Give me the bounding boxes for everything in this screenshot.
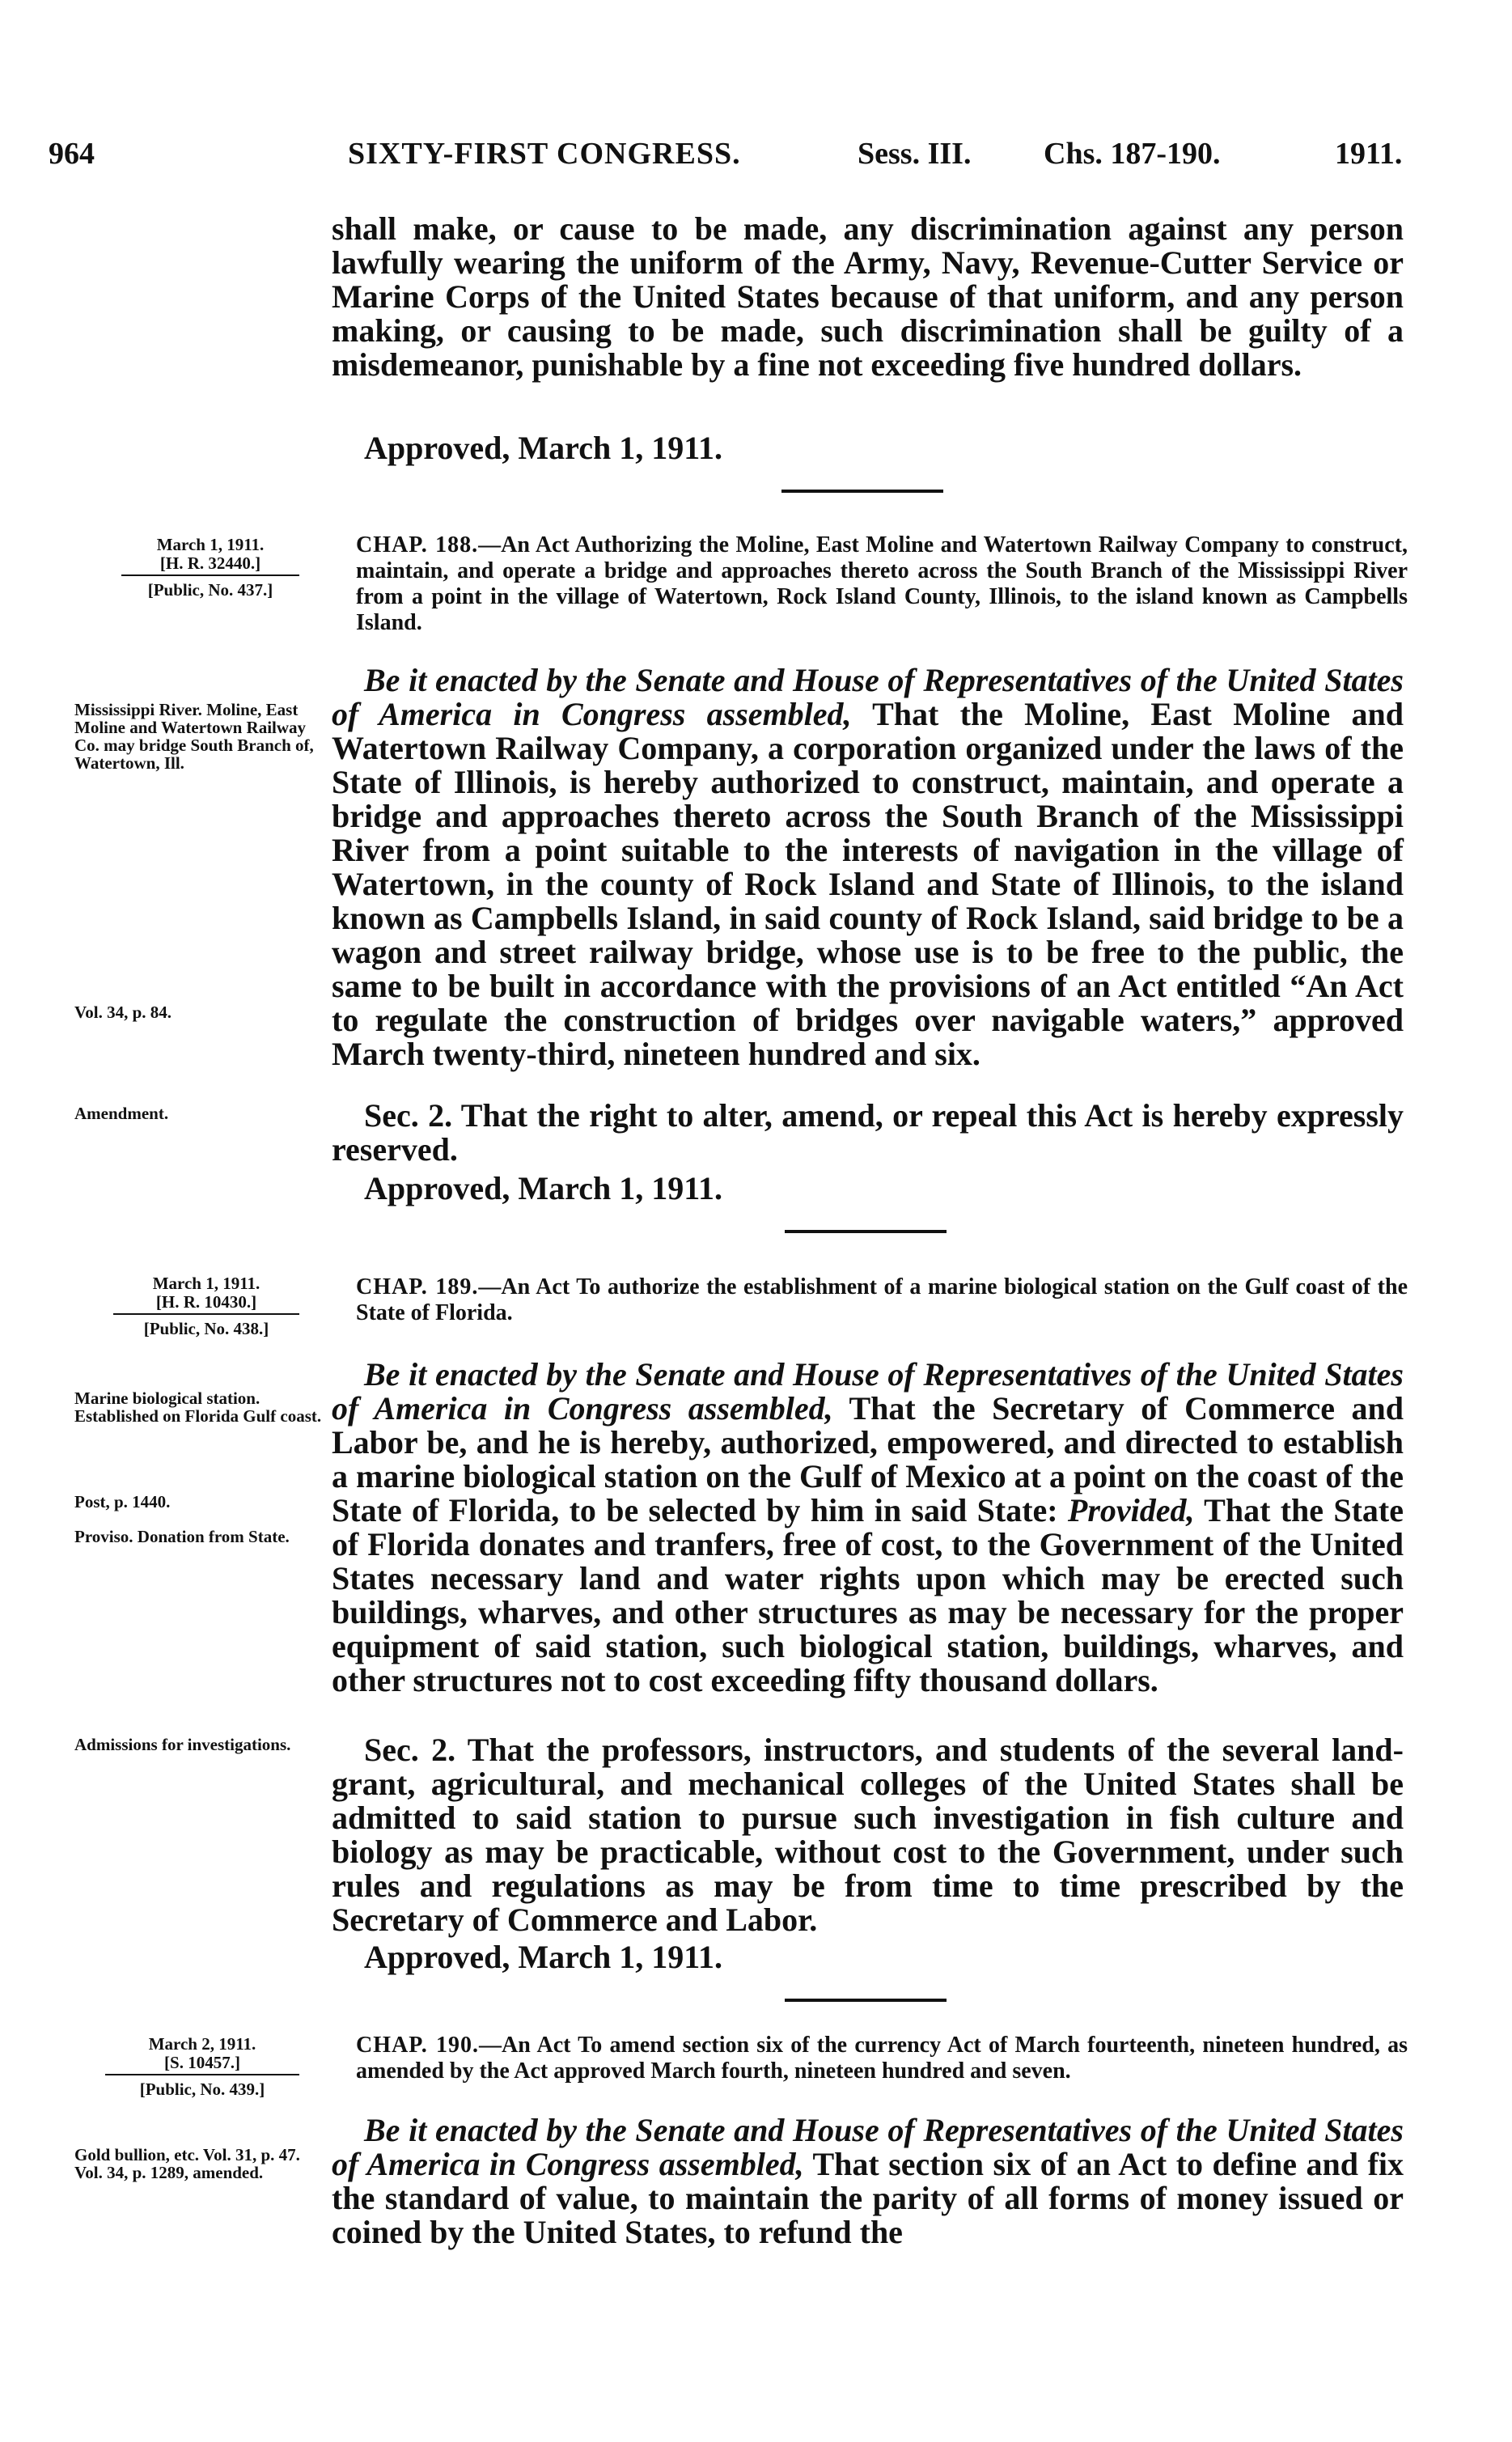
ch189-date: March 1, 1911. bbox=[152, 1274, 260, 1293]
ch189-section1 bbox=[332, 1358, 1404, 1698]
ch190-section1 bbox=[332, 2113, 1404, 2249]
ch189-section1-a: That the Secretary of Commerce and Labor be, and he is hereby, authorized, empowered, and directed to establish a marine biological station on the Gulf of Mexico at a point on the coast of the State of Florida, to be selected by him in said State: bbox=[332, 1390, 1404, 1528]
section-divider bbox=[785, 1230, 947, 1233]
ch188-chap-label: CHAP. 188. bbox=[356, 532, 479, 558]
ch188-approved: Approved, March 1, 1911. bbox=[364, 1170, 722, 1206]
ch188-section1 bbox=[332, 663, 1404, 1071]
ch188-section2: Sec. 2. That the right to alter, amend, or repeal this Act is hereby expressly reserved. bbox=[332, 1097, 1404, 1168]
section-divider bbox=[785, 1999, 947, 2002]
header-year: 1911. bbox=[1335, 137, 1403, 171]
ch188-public: [Public, No. 437.] bbox=[147, 580, 273, 600]
ch187-text: shall make, or cause to be made, any discrimination against any person lawfully wearing the uniform of the Army, Navy, Revenue-Cutter Service or Marine Corps of the United States because of that uniform, and any person making, or causing to be made, such discrimination shall be guilty of a misdemeanor, punishable by a fine not exceeding five hundred dollars. bbox=[332, 210, 1404, 383]
header-chapters: Chs. 187-190. bbox=[1044, 137, 1221, 171]
ch188-vol-note: Vol. 34, p. 84. bbox=[74, 1003, 172, 1022]
header-title: SIXTY-FIRST CONGRESS. bbox=[348, 137, 741, 171]
ch188-description: —An Act Authorizing the Moline, East Moline and Watertown Railway Company to construct, maintain, and operate a bridge and approaches thereto across the South Branch of the Mississippi River from a point in the village of Watertown, Rock Island County, Illinois, to the island known as Campbells Island. bbox=[356, 532, 1408, 635]
ch190-public: [Public, No. 439.] bbox=[139, 2080, 265, 2099]
ch189-admissions-note: Admissions for investigations. bbox=[74, 1735, 291, 1754]
ch189-proviso-word: Provided, bbox=[1067, 1492, 1195, 1528]
ch189-enacting-clause: Be it enacted by the Senate and House of Representatives of the United States of America in Congress assembled, bbox=[332, 1356, 1404, 1427]
ch190-bill: [S. 10457.] bbox=[105, 2054, 299, 2075]
ch188-sidenote bbox=[121, 536, 299, 600]
ch189-chap-label: CHAP. 189. bbox=[356, 1274, 479, 1299]
ch188-heading bbox=[356, 532, 1408, 636]
ch189-public: [Public, No. 438.] bbox=[143, 1319, 269, 1338]
ch188-date: March 1, 1911. bbox=[156, 535, 265, 554]
ch189-approved: Approved, March 1, 1911. bbox=[364, 1939, 722, 1975]
ch190-description: —An Act To amend section six of the currency Act of March fourteenth, nineteen hundred, as amended by the Act approved March fourth, nineteen hundred and seven. bbox=[356, 2033, 1408, 2084]
ch189-sidenote bbox=[113, 1274, 299, 1338]
running-header bbox=[49, 136, 1403, 184]
ch188-bill: [H. R. 32440.] bbox=[121, 554, 299, 576]
ch188-section1-text: That the Moline, East Moline and Watertown Railway Company, a corporation organized under the laws of the State of Illinois, is hereby authorized to construct, maintain, and operate a bridge and approaches thereto across the South Branch of the Mississippi River from a point suitable to the interests of navigation in the village of Watertown, in the county of Rock Island and State of Illinois, to the island known as Campbells Island, in said county of Rock Island, said bridge to be a wagon and street railway bridge, whose use is to be free to the public, the same to be built in accordance with the provisions of an Act entitled “An Act to regulate the construction of bridges over navigable waters,” approved March twenty-third, nineteen hundred and six. bbox=[332, 696, 1404, 1072]
ch189-section1-b: That the State of Florida donates and tranfers, free of cost, to the Government of the United States necessary land and water rights upon which may be erected such buildings, wharves, and other structures as may be necessary for the proper equipment of said station, such biological station, buildings, wharves, and other structures not to cost exceeding fifty thousand dollars. bbox=[332, 1492, 1404, 1698]
ch188-amend-note: Amendment. bbox=[74, 1104, 169, 1123]
ch189-description: —An Act To authorize the establishment of a marine biological station on the Gulf coast of the State of Florida. bbox=[356, 1274, 1408, 1325]
ch189-heading bbox=[356, 1274, 1408, 1326]
ch188-margin-note: Mississippi River. Moline, East Moline and Watertown Railway Co. may bridge South Branch of, Watertown, Ill. bbox=[74, 700, 314, 773]
ch187-approved: Approved, March 1, 1911. bbox=[364, 430, 722, 466]
ch190-sidenote bbox=[105, 2035, 299, 2099]
ch190-margin-note: Gold bullion, etc. Vol. 31, p. 47. Vol. 34, p. 1289, amended. bbox=[74, 2145, 300, 2182]
ch190-heading bbox=[356, 2033, 1408, 2084]
ch190-chap-label: CHAP. 190. bbox=[356, 2033, 479, 2058]
ch190-section1-text: That section six of an Act to define and fix the standard of value, to maintain the parity of all forms of money issued or coined by the United States, to refund the bbox=[332, 2146, 1404, 2250]
section-divider bbox=[781, 490, 943, 493]
ch188-enacting-clause: Be it enacted by the Senate and House of Representatives of the United States of America in Congress assembled, bbox=[332, 662, 1404, 732]
ch189-post-note: Post, p. 1440. bbox=[74, 1492, 171, 1511]
ch189-margin-note: Marine biological station. Established on Florida Gulf coast. bbox=[74, 1388, 322, 1426]
ch189-proviso-note: Proviso. Donation from State. bbox=[74, 1527, 290, 1546]
ch189-section2: Sec. 2. That the professors, instructors, and students of the several land-grant, agricultural, and mechanical colleges of the United States shall be admitted to said station to pursue such investigation in fish culture and biology as may be practicable, without cost to the Government, under such rules and regulations as may be from time to time prescribed by the Secretary of Commerce and Labor. bbox=[332, 1732, 1404, 1938]
ch189-bill: [H. R. 10430.] bbox=[113, 1293, 299, 1315]
header-session: Sess. III. bbox=[858, 137, 972, 171]
ch190-enacting-clause: Be it enacted by the Senate and House of Representatives of the United States of America in Congress assembled, bbox=[332, 2112, 1404, 2182]
page-number: 964 bbox=[49, 137, 95, 171]
ch190-date: March 2, 1911. bbox=[148, 2034, 256, 2054]
